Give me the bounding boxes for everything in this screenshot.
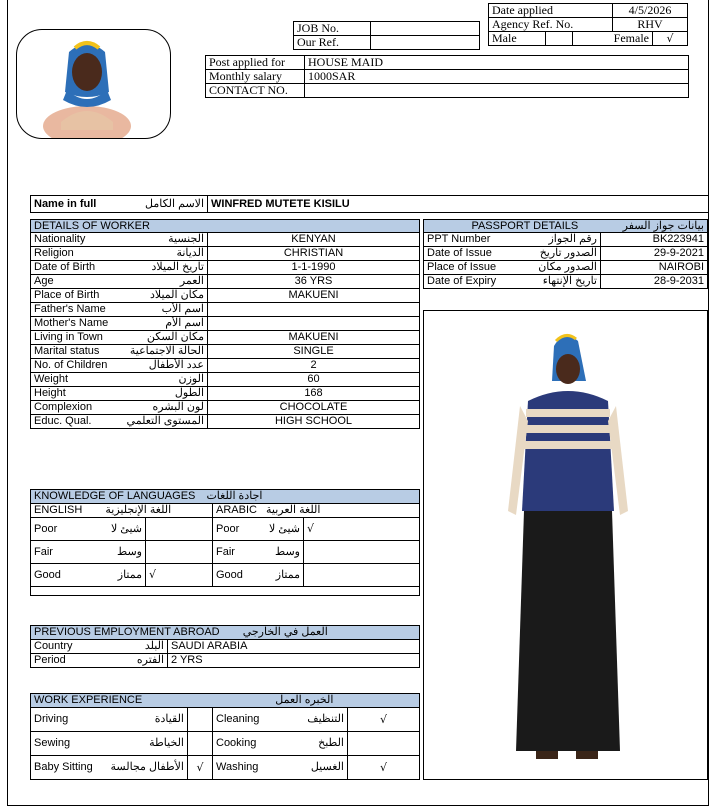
worker-row (31, 345, 420, 359)
arabic-header-en: ARABIC (216, 504, 257, 516)
worker-row (31, 261, 420, 275)
worker-field-label-ar: الديانة (176, 247, 204, 259)
name-label (31, 196, 208, 213)
worker-row (31, 415, 420, 429)
agency-ref-value: RHV (612, 18, 687, 32)
worker-field-label-ar: الحالة الاجتماعية (129, 345, 204, 357)
english-level-label-en: Fair (34, 546, 53, 558)
experience-skill-right-en: Cleaning (216, 713, 260, 725)
period-label-ar: الفتره (136, 654, 164, 666)
languages-title (31, 490, 420, 504)
languages-title-ar: اجادة اللغات (206, 490, 263, 502)
experience-skill-right-ar: الطبخ (318, 737, 344, 749)
english-level-label (31, 518, 146, 541)
worker-row (31, 317, 420, 331)
arabic-level-mark[interactable] (304, 541, 420, 564)
passport-field-value: BK223941 (601, 233, 708, 247)
english-header-ar: اللغة الإنجليزية (105, 504, 172, 516)
worker-details-table (30, 219, 420, 429)
experience-row (31, 756, 420, 780)
worker-field-label (31, 247, 208, 261)
passport-field-label-en: PPT Number (427, 233, 491, 245)
female-checkbox[interactable]: √ (653, 32, 688, 46)
employment-title-en: PREVIOUS EMPLOYMENT ABROAD (34, 626, 220, 638)
post-table (205, 55, 689, 98)
worker-field-label-ar: العمر (179, 275, 204, 287)
worker-row (31, 275, 420, 289)
passport-title-ar: بيانات جواز السفر (622, 220, 704, 232)
experience-title-ar: الخبره العمل (275, 694, 334, 706)
worker-field-label-en: Place of Birth (34, 289, 100, 301)
experience-skill-left (31, 756, 188, 780)
languages-table (30, 489, 420, 596)
english-level-label-ar: ممتاز (117, 569, 142, 581)
worker-field-label (31, 233, 208, 247)
english-header-en: ENGLISH (34, 504, 83, 516)
english-level-label (31, 541, 146, 564)
worker-field-value (208, 303, 420, 317)
english-level-label-en: Poor (34, 523, 58, 535)
worker-field-label (31, 401, 208, 415)
worker-field-value: MAKUENI (208, 331, 420, 345)
worker-field-value: 2 (208, 359, 420, 373)
worker-field-value: KENYAN (208, 233, 420, 247)
arabic-level-label-en: Poor (216, 523, 240, 535)
passport-field-label (424, 247, 601, 261)
experience-row (31, 732, 420, 756)
worker-field-label-en: Weight (34, 373, 69, 385)
worker-row (31, 303, 420, 317)
worker-field-label-ar: مكان السكن (146, 331, 204, 343)
worker-row (31, 289, 420, 303)
worker-field-label (31, 317, 208, 331)
job-ref-table (293, 21, 480, 50)
job-no-value[interactable] (371, 22, 480, 36)
english-level-mark[interactable] (146, 541, 213, 564)
employment-table (30, 625, 420, 668)
experience-skill-left-en: Sewing (34, 737, 71, 749)
date-applied-label: Date applied (489, 4, 613, 18)
worker-field-value: HIGH SCHOOL (208, 415, 420, 429)
worker-field-label-en: Father's Name (34, 303, 106, 315)
worker-field-label (31, 373, 208, 387)
worker-field-value: 168 (208, 387, 420, 401)
worker-field-label-en: Educ. Qual. (34, 415, 92, 427)
post-applied-label: Post applied for (206, 56, 305, 70)
english-level-label (31, 564, 146, 587)
passport-field-value: 28-9-2031 (601, 275, 708, 289)
passport-field-label-ar: الصدور تاريخ (539, 247, 597, 259)
employment-title-ar: العمل في الخارجي (242, 626, 328, 638)
worker-field-label-en: Religion (34, 247, 74, 259)
worker-field-label-ar: المستوى التعلمي (126, 415, 204, 427)
arabic-level-mark[interactable]: √ (304, 518, 420, 541)
passport-field-label-ar: الصدور مكان (538, 261, 597, 273)
passport-row (424, 261, 708, 275)
experience-skill-left (31, 708, 188, 732)
experience-skill-right-ar: التنظيف (307, 713, 344, 725)
worker-field-label (31, 289, 208, 303)
arabic-level-mark[interactable] (304, 564, 420, 587)
applicant-photo-full (423, 310, 708, 780)
passport-field-label (424, 275, 601, 289)
worker-field-label (31, 331, 208, 345)
english-level-label-ar: شيئ لا (110, 523, 142, 535)
worker-field-label-ar: عدد الأطفال (148, 359, 204, 371)
arabic-header-ar: اللغة العربية (266, 504, 321, 516)
applicant-photo-small (16, 29, 171, 139)
worker-field-value: SINGLE (208, 345, 420, 359)
salary-value: 1000SAR (305, 70, 689, 84)
worker-field-label-en: Date of Birth (34, 261, 96, 273)
period-value: 2 YRS (168, 654, 420, 668)
work-experience-table (30, 693, 420, 780)
passport-field-label-en: Date of Expiry (427, 275, 497, 287)
worker-field-label-ar: تاريخ الميلاد (151, 261, 204, 273)
experience-skill-left-ar: القيادة (154, 713, 184, 725)
worker-field-label-en: Age (34, 275, 54, 287)
english-level-label-en: Good (34, 569, 61, 581)
experience-mark-left[interactable]: √ (188, 756, 213, 780)
worker-field-label (31, 359, 208, 373)
passport-field-label (424, 233, 601, 247)
worker-field-label-ar: مكان الميلاد (149, 289, 204, 301)
language-level-row (31, 541, 420, 564)
period-label (31, 654, 168, 668)
arabic-level-label-ar: وسط (275, 546, 300, 558)
passport-field-label-en: Place of Issue (427, 261, 497, 273)
experience-skill-right-ar: الغسيل (310, 761, 344, 773)
worker-field-value: 1-1-1990 (208, 261, 420, 275)
worker-field-label (31, 275, 208, 289)
name-label-ar: الاسم الكامل (145, 198, 204, 210)
worker-row (31, 387, 420, 401)
name-label-en: Name in full (34, 198, 97, 210)
worker-field-label-en: No. of Children (34, 359, 108, 371)
experience-mark-right[interactable]: √ (348, 756, 420, 780)
language-spacer (31, 587, 420, 596)
passport-title-en: PASSPORT DETAILS (471, 220, 579, 232)
job-no-label: JOB No. (294, 22, 371, 36)
worker-row (31, 401, 420, 415)
experience-row (31, 708, 420, 732)
worker-field-label (31, 303, 208, 317)
experience-skill-left-en: Baby Sitting (34, 761, 93, 773)
experience-skill-right (213, 708, 348, 732)
passport-field-value: 29-9-2021 (601, 247, 708, 261)
worker-row (31, 331, 420, 345)
passport-field-value: NAIROBI (601, 261, 708, 275)
experience-skill-left-en: Driving (34, 713, 69, 725)
worker-field-value: CHOCOLATE (208, 401, 420, 415)
experience-skill-left-ar: الأطفال مجالسة (110, 761, 184, 773)
experience-skill-left (31, 732, 188, 756)
worker-field-label (31, 387, 208, 401)
arabic-level-label (213, 541, 304, 564)
salary-label: Monthly salary (206, 70, 305, 84)
period-label-en: Period (34, 654, 66, 666)
our-ref-label: Our Ref. (294, 36, 371, 50)
language-level-row (31, 518, 420, 541)
experience-skill-right-en: Washing (216, 761, 259, 773)
worker-field-label-en: Height (34, 387, 66, 399)
agency-ref-label: Agency Ref. No. (489, 18, 613, 32)
experience-mark-right[interactable]: √ (348, 708, 420, 732)
experience-skill-right (213, 732, 348, 756)
passport-field-label-en: Date of Issue (427, 247, 492, 259)
arabic-level-label-ar: شيئ لا (268, 523, 300, 535)
worker-field-value (208, 317, 420, 331)
arabic-level-label (213, 518, 304, 541)
male-label: Male (489, 32, 546, 46)
worker-row (31, 373, 420, 387)
worker-field-label (31, 345, 208, 359)
english-header (31, 504, 213, 518)
arabic-level-label-en: Good (216, 569, 243, 581)
arabic-level-label-ar: ممتاز (275, 569, 300, 581)
worker-field-label-en: Nationality (34, 233, 86, 245)
female-label: Female (573, 32, 653, 46)
experience-skill-right-en: Cooking (216, 737, 257, 749)
english-level-mark[interactable] (146, 518, 213, 541)
passport-field-label-ar: تاريخ الإنتهاء (542, 275, 597, 287)
full-name-value: WINFRED MUTETE KISILU (208, 196, 709, 213)
worker-field-value: 36 YRS (208, 275, 420, 289)
post-applied-value: HOUSE MAID (305, 56, 689, 70)
passport-field-label (424, 261, 601, 275)
worker-field-label-ar: الطول (174, 387, 204, 399)
experience-title (31, 694, 420, 708)
application-info-table (488, 3, 688, 46)
experience-skill-left-ar: الخياطة (149, 737, 184, 749)
worker-field-label (31, 415, 208, 429)
languages-title-en: KNOWLEDGE OF LANGUAGES (34, 490, 196, 502)
country-value: SAUDI ARABIA (168, 640, 420, 654)
experience-mark-right[interactable] (348, 732, 420, 756)
worker-field-label-ar: الجنسية (168, 233, 204, 245)
arabic-level-label-en: Fair (216, 546, 235, 558)
experience-mark-left[interactable] (188, 732, 213, 756)
passport-row (424, 247, 708, 261)
language-spacer-row (31, 587, 420, 596)
worker-row (31, 233, 420, 247)
worker-field-value: MAKUENI (208, 289, 420, 303)
worker-field-label-ar: اسم الأم (165, 317, 204, 329)
employment-title (31, 626, 420, 640)
worker-row (31, 247, 420, 261)
experience-title-en: WORK EXPERIENCE (34, 694, 143, 706)
passport-row (424, 275, 708, 289)
experience-mark-left[interactable] (188, 708, 213, 732)
arabic-level-label (213, 564, 304, 587)
worker-field-label-ar: الوزن (178, 373, 204, 385)
worker-field-label-en: Marital status (34, 345, 100, 357)
passport-row (424, 233, 708, 247)
worker-field-label-en: Mother's Name (34, 317, 109, 329)
contact-label: CONTACT NO. (206, 84, 305, 98)
language-level-row (31, 564, 420, 587)
experience-skill-right (213, 756, 348, 780)
worker-field-label-ar: اسم الأب (161, 303, 204, 315)
date-applied-value: 4/5/2026 (612, 4, 687, 18)
passport-title (424, 220, 708, 233)
person-portrait-icon (17, 30, 170, 138)
english-level-label-ar: وسط (117, 546, 142, 558)
passport-table (423, 219, 708, 289)
worker-field-label-en: Living in Town (34, 331, 103, 343)
worker-field-label (31, 261, 208, 275)
male-checkbox[interactable] (546, 32, 573, 46)
country-label-ar: البلد (144, 640, 164, 652)
worker-field-label-en: Complexion (34, 401, 93, 413)
worker-field-label-ar: لون البشره (152, 401, 204, 413)
worker-section-title: DETAILS OF WORKER (31, 220, 420, 233)
contact-value[interactable] (305, 84, 689, 98)
country-label-en: Country (34, 640, 73, 652)
arabic-header (213, 504, 420, 518)
passport-field-label-ar: رقم الجواز (548, 233, 597, 245)
worker-field-value: 60 (208, 373, 420, 387)
our-ref-value[interactable] (371, 36, 480, 50)
worker-field-value: CHRISTIAN (208, 247, 420, 261)
english-level-mark[interactable]: √ (146, 564, 213, 587)
worker-row (31, 359, 420, 373)
name-table (30, 195, 709, 213)
country-label (31, 640, 168, 654)
person-full-body-icon (424, 311, 707, 779)
